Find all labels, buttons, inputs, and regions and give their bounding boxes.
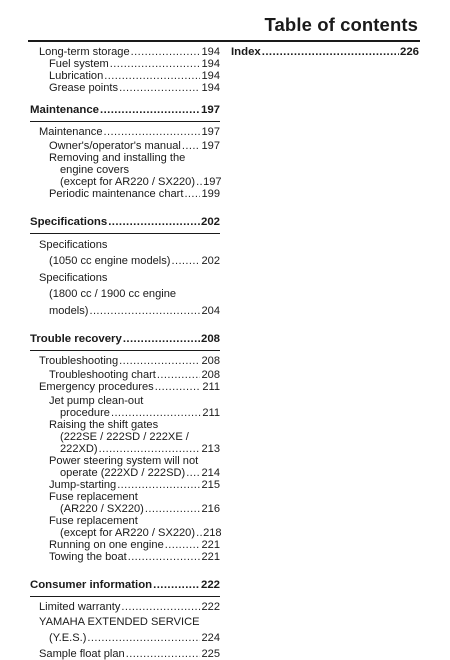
section-heading-consumer-information[interactable] bbox=[30, 579, 220, 597]
toc-entry-specifications-1800[interactable] bbox=[30, 271, 220, 317]
toc-entry-title: (except for AR220 / SX220) bbox=[60, 527, 196, 539]
toc-heading-title: Index bbox=[231, 46, 261, 58]
toc-entry-title-line: Fuse replacement bbox=[49, 515, 138, 527]
dot-leader bbox=[99, 443, 201, 455]
toc-entry-title-line: Fuse replacement bbox=[49, 491, 138, 503]
dot-leader bbox=[262, 46, 399, 58]
toc-page-number: 202 bbox=[200, 216, 220, 228]
toc-page-number: 221 bbox=[201, 539, 220, 551]
toc-entry-jet-pump[interactable] bbox=[30, 395, 220, 419]
toc-heading-title: Specifications bbox=[30, 216, 108, 228]
toc-entry-limited-warranty[interactable] bbox=[30, 601, 220, 613]
toc-entry-grease-points[interactable] bbox=[30, 82, 220, 94]
toc-entry-title: Jump-starting bbox=[49, 479, 117, 491]
toc-page-number: 204 bbox=[201, 305, 220, 317]
dot-leader bbox=[186, 467, 200, 479]
dot-leader bbox=[117, 479, 200, 491]
page-title: Table of contents bbox=[264, 14, 418, 35]
toc-entry-fuse-replacement-other[interactable] bbox=[30, 515, 220, 539]
toc-entry-fuel-system[interactable] bbox=[30, 58, 220, 70]
toc-page-number: 215 bbox=[201, 479, 220, 491]
toc-entry-title: (except for AR220 / SX220) bbox=[60, 176, 196, 188]
dot-leader bbox=[184, 188, 200, 200]
toc-page-number: 202 bbox=[201, 255, 220, 267]
toc-entry-title: Owner's/operator's manual bbox=[49, 140, 181, 152]
toc-entry-title-line: Removing and installing the bbox=[49, 152, 186, 164]
toc-entry-title: 222XD) bbox=[60, 443, 98, 455]
toc-page-number: 197 bbox=[200, 104, 220, 116]
toc-entry-title: Troubleshooting chart bbox=[49, 369, 156, 381]
toc-entry-title-line: Jet pump clean-out bbox=[49, 395, 144, 407]
toc-entry-maintenance[interactable] bbox=[30, 126, 220, 138]
toc-left-column bbox=[30, 46, 220, 660]
section-heading-trouble-recovery[interactable] bbox=[30, 333, 220, 351]
toc-page-number: 222 bbox=[201, 601, 220, 613]
toc-entry-title-line: Specifications bbox=[39, 272, 108, 284]
toc-page-number: 224 bbox=[201, 632, 220, 644]
toc-entry-title-line: (222SE / 222SD / 222XE / bbox=[60, 431, 189, 443]
dot-leader bbox=[111, 407, 201, 419]
toc-entry-title: (AR220 / SX220) bbox=[60, 503, 144, 515]
toc-page-number: 197 bbox=[201, 140, 220, 152]
toc-entry-title: Long-term storage bbox=[39, 46, 130, 58]
toc-entry-lubrication[interactable] bbox=[30, 70, 220, 82]
toc-entry-title: Lubrication bbox=[49, 70, 104, 82]
toc-entry-shift-gates[interactable] bbox=[30, 419, 220, 455]
toc-entry-engine-covers[interactable] bbox=[30, 152, 220, 188]
toc-page-number: 213 bbox=[201, 443, 220, 455]
toc-entry-jump-starting[interactable] bbox=[30, 479, 220, 491]
dot-leader bbox=[182, 140, 201, 152]
toc-section-trouble-recovery bbox=[30, 333, 220, 563]
toc-entry-title-line: Raising the shift gates bbox=[49, 419, 159, 431]
dot-leader bbox=[121, 601, 200, 613]
dot-leader bbox=[119, 82, 200, 94]
section-heading-maintenance[interactable] bbox=[30, 104, 220, 122]
toc-page-number: 194 bbox=[201, 58, 220, 70]
toc-entry-owners-manual[interactable] bbox=[30, 140, 220, 152]
toc-page-number: 225 bbox=[201, 648, 220, 660]
toc-page-number: 194 bbox=[201, 46, 220, 58]
toc-entry-troubleshooting[interactable] bbox=[30, 355, 220, 367]
toc-page-number: 214 bbox=[201, 467, 220, 479]
toc-entry-title: (Y.E.S.) bbox=[49, 632, 87, 644]
toc-entry-long-term-storage[interactable] bbox=[30, 46, 220, 58]
toc-entry-title-line: engine covers bbox=[60, 164, 130, 176]
toc-entry-specifications-1050[interactable] bbox=[30, 238, 220, 267]
toc-entry-title: Running on one engine bbox=[49, 539, 164, 551]
toc-page-number: 199 bbox=[201, 188, 220, 200]
dot-leader bbox=[157, 369, 201, 381]
toc-entry-title: Limited warranty bbox=[39, 601, 121, 613]
toc-page-number: 218 bbox=[203, 527, 222, 539]
toc-entry-title: (1050 cc engine models) bbox=[49, 255, 171, 267]
toc-section-storage bbox=[30, 46, 220, 94]
dot-leader bbox=[110, 58, 201, 70]
dot-leader bbox=[89, 305, 200, 317]
toc-page-number: 208 bbox=[200, 333, 220, 345]
toc-page-number: 208 bbox=[201, 369, 220, 381]
toc-entry-title: Fuel system bbox=[49, 58, 109, 70]
toc-entry-fuse-replacement-ar220[interactable] bbox=[30, 491, 220, 515]
toc-heading-title: Trouble recovery bbox=[30, 333, 122, 345]
toc-entry-emergency-procedures[interactable] bbox=[30, 381, 220, 393]
dot-leader bbox=[123, 333, 200, 345]
toc-section-maintenance bbox=[30, 104, 220, 200]
toc-page-number: 194 bbox=[201, 70, 220, 82]
toc-entry-title: operate (222XD / 222SD) bbox=[60, 467, 186, 479]
toc-entry-running-one-engine[interactable] bbox=[30, 539, 220, 551]
dot-leader bbox=[104, 126, 201, 138]
toc-page-number: 194 bbox=[201, 82, 220, 94]
section-heading-specifications[interactable] bbox=[30, 216, 220, 234]
dot-leader bbox=[119, 355, 200, 367]
toc-entry-title: models) bbox=[49, 305, 89, 317]
toc-entry-title-line: Specifications bbox=[39, 239, 108, 251]
toc-page-number: 197 bbox=[203, 176, 222, 188]
toc-section-specifications bbox=[30, 216, 220, 317]
toc-entry-title: Emergency procedures bbox=[39, 381, 154, 393]
dot-leader bbox=[87, 632, 200, 644]
dot-leader bbox=[196, 527, 202, 539]
dot-leader bbox=[165, 539, 201, 551]
toc-entry-title: Grease points bbox=[49, 82, 119, 94]
title-rule bbox=[28, 40, 420, 42]
toc-entry-title: procedure bbox=[60, 407, 110, 419]
dot-leader bbox=[100, 104, 200, 116]
toc-heading-title: Consumer information bbox=[30, 579, 153, 591]
toc-entry-title: Maintenance bbox=[39, 126, 103, 138]
toc-page-number: 211 bbox=[202, 407, 220, 419]
toc-entry-index[interactable] bbox=[231, 46, 419, 58]
toc-entry-title: Troubleshooting bbox=[39, 355, 119, 367]
toc-entry-title-line: (1800 cc / 1900 cc engine bbox=[49, 288, 177, 300]
toc-entry-maintenance-chart[interactable] bbox=[30, 188, 220, 200]
toc-entry-troubleshooting-chart[interactable] bbox=[30, 369, 220, 381]
dot-leader bbox=[171, 255, 200, 267]
toc-entry-title: Towing the boat bbox=[49, 551, 127, 563]
toc-page-number: 222 bbox=[200, 579, 220, 591]
toc-page-number: 226 bbox=[399, 46, 419, 58]
dot-leader bbox=[153, 579, 200, 591]
dot-leader bbox=[108, 216, 200, 228]
toc-page-number: 216 bbox=[201, 503, 220, 515]
toc-entry-towing[interactable] bbox=[30, 551, 220, 563]
toc-entry-title-line: Power steering system will not bbox=[49, 455, 199, 467]
toc-section-consumer-information bbox=[30, 579, 220, 660]
dot-leader bbox=[128, 551, 201, 563]
dot-leader bbox=[126, 648, 201, 660]
toc-entry-title: Periodic maintenance chart bbox=[49, 188, 184, 200]
toc-entry-title: Sample float plan bbox=[39, 648, 125, 660]
toc-page-number: 197 bbox=[201, 126, 220, 138]
dot-leader bbox=[104, 70, 200, 82]
toc-entry-float-plan[interactable] bbox=[30, 648, 220, 660]
toc-entry-title-line: YAMAHA EXTENDED SERVICE bbox=[39, 616, 200, 628]
toc-right-column bbox=[231, 46, 419, 58]
toc-page-number: 208 bbox=[201, 355, 220, 367]
dot-leader bbox=[155, 381, 202, 393]
dot-leader bbox=[131, 46, 201, 58]
toc-entry-power-steering[interactable] bbox=[30, 455, 220, 479]
dot-leader bbox=[196, 176, 202, 188]
toc-page-number: 211 bbox=[202, 381, 220, 393]
toc-page-number: 221 bbox=[201, 551, 220, 563]
dot-leader bbox=[145, 503, 201, 515]
toc-heading-title: Maintenance bbox=[30, 104, 99, 116]
